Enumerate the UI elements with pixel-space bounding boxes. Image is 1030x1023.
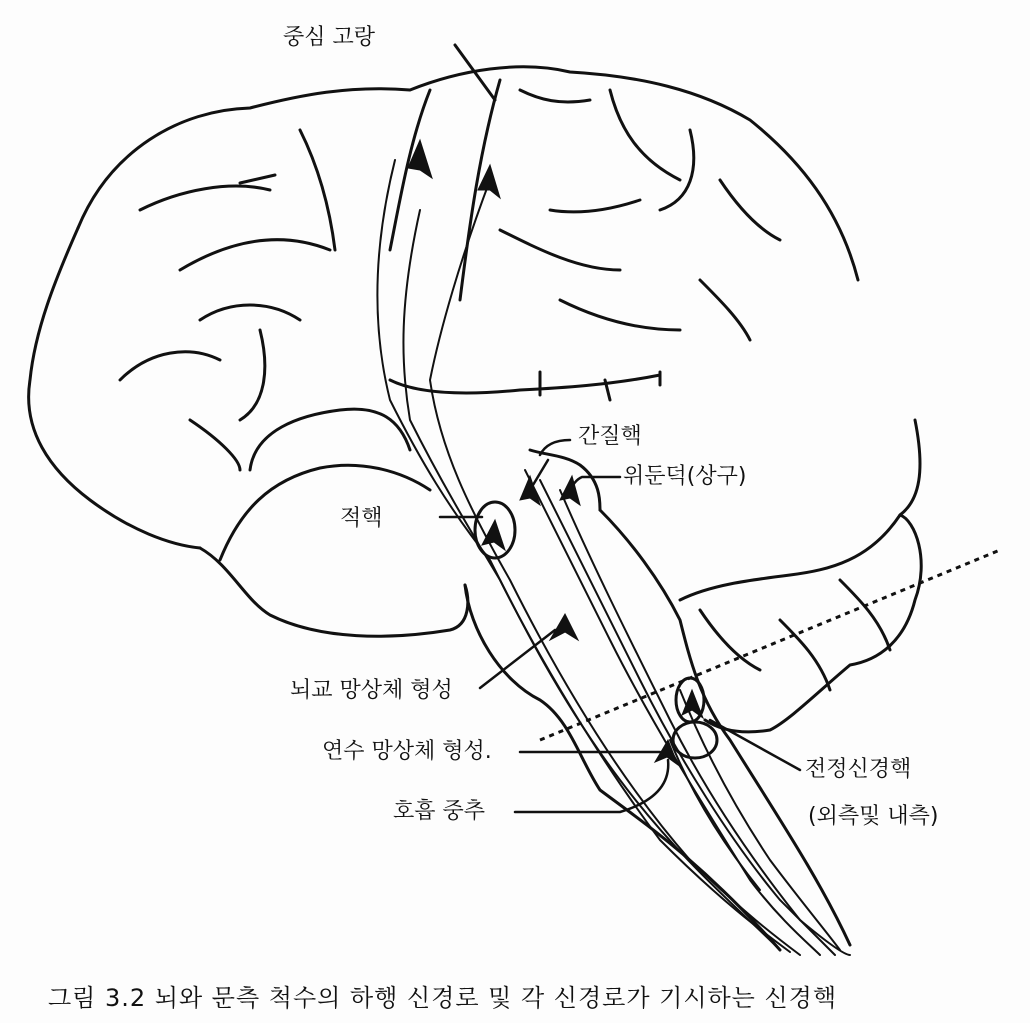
temporal-fold (220, 465, 430, 560)
leader-interstitial-tail (530, 460, 548, 490)
brainstem-left (465, 585, 780, 950)
label-superior-colliculus: 위둔덕(상구) (623, 464, 747, 489)
occipital-outline (29, 228, 200, 548)
figure-caption: 그림 3.2 뇌와 문측 척수의 하행 신경로 및 각 신경로가 기시하는 신경핵 (48, 984, 838, 1012)
arrowhead (478, 165, 500, 198)
cerebellum-upper (680, 515, 900, 600)
temporal-lower (250, 409, 410, 470)
label-respiratory-center: 호흡 중추 (393, 799, 486, 824)
cerebellum-fold (700, 610, 760, 670)
arrowhead (550, 614, 578, 640)
leader-pontine (480, 630, 555, 688)
gyrus-fold (560, 300, 680, 330)
cerebellum-fold (780, 620, 830, 690)
label-medullary-reticular: 연수 망상체 형성. (322, 739, 492, 764)
cerebellum-fold (840, 580, 890, 650)
gyrus-fold (240, 330, 265, 420)
label-vestibular-nuclei-sub: (외측및 내측) (808, 804, 939, 829)
label-vestibular-nuclei: 전정신경핵 (805, 757, 912, 782)
gyrus-fold (140, 186, 270, 210)
label-pontine-reticular: 뇌교 망상체 형성 (290, 678, 453, 703)
gyrus-fold (520, 90, 590, 102)
gyrus-fold (190, 420, 240, 470)
gyrus-fold (550, 200, 640, 212)
gyrus-fold (700, 280, 750, 340)
descending-fibers (378, 160, 851, 955)
gyrus-fold (500, 230, 620, 270)
gyrus-fold (720, 180, 780, 240)
label-red-nucleus: 적핵 (340, 506, 383, 531)
gyrus-fold (610, 90, 680, 180)
label-central-sulcus: 중심 고랑 (283, 25, 376, 50)
gyrus-fold (240, 175, 275, 183)
gyrus-fold (300, 130, 335, 250)
temporal-lobe-outline (200, 548, 468, 636)
central-sulcus-line (455, 45, 495, 100)
label-interstitial-nucleus: 간질핵 (578, 424, 642, 449)
gyrus-fold (180, 240, 330, 270)
gyrus-fold (200, 305, 300, 320)
gyrus-fold (120, 352, 220, 380)
leader-vestibular (710, 720, 800, 770)
